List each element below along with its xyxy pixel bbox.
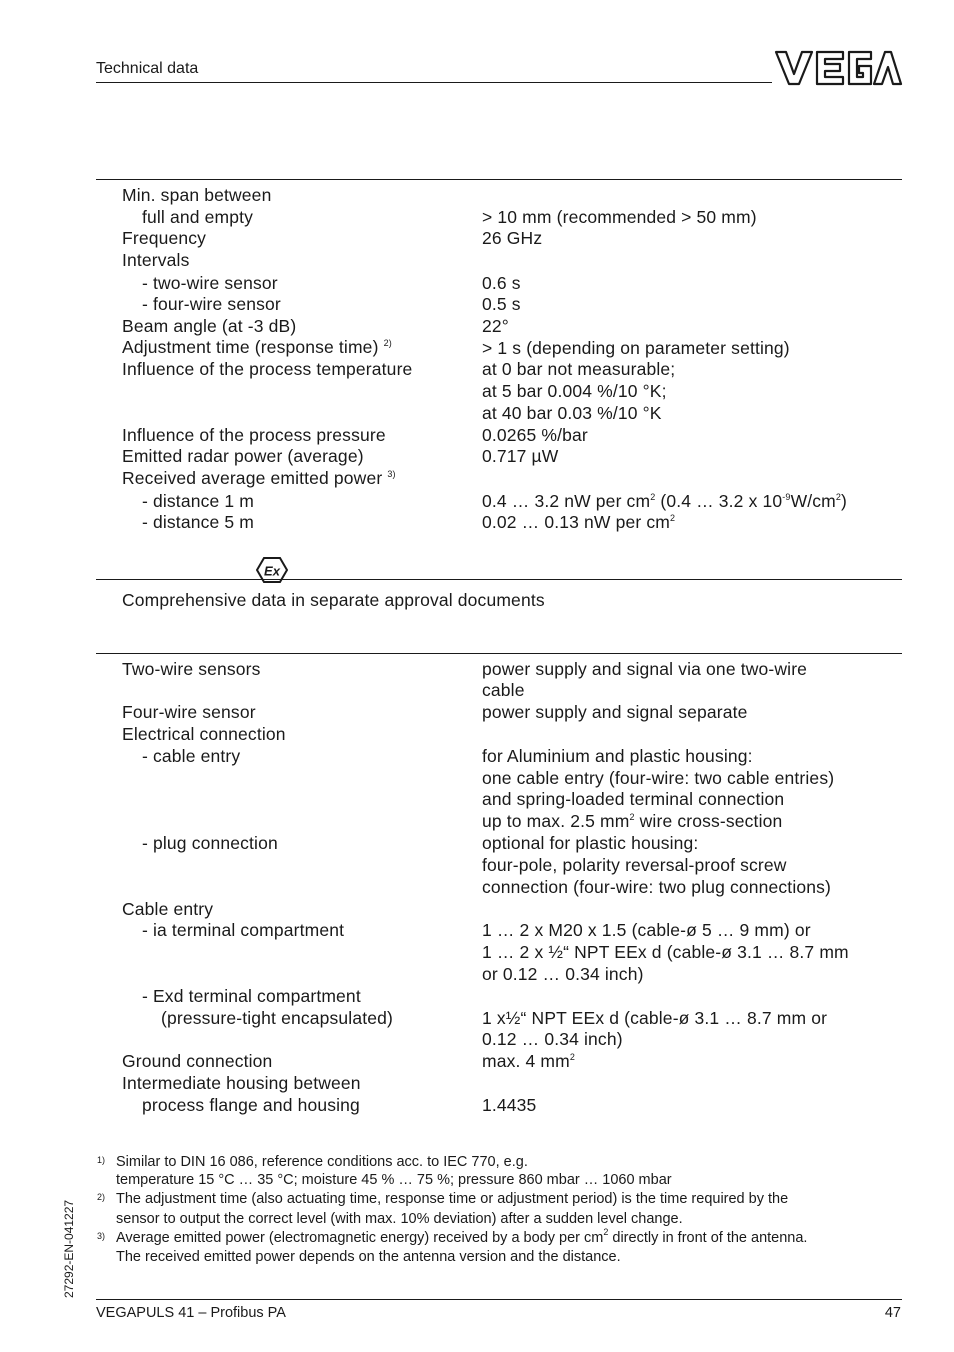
spec-value: max. 4 $mm^2$ — [482, 1051, 576, 1071]
spec-label: full and empty — [142, 207, 254, 227]
spec-value: four-pole, polarity reversal-proof screw — [482, 855, 787, 875]
spec-label: Influence of the process temperature — [122, 359, 413, 379]
section1-rule — [96, 179, 902, 180]
spec-label: Four-wire sensor — [122, 702, 256, 722]
vega-logo — [773, 50, 903, 86]
spec-label: process flange and housing — [142, 1095, 360, 1115]
spec-value: or 0.12 … 0.34 inch) — [482, 964, 644, 984]
spec-label: Intervals — [122, 250, 190, 270]
spec-label: Adjustment time (response time) $^{2)}$ — [122, 337, 392, 357]
spec-value: 26 GHz — [482, 228, 543, 248]
footnote-ref: 3) — [387, 469, 396, 479]
approval-note: Comprehensive data in separate approval documents — [122, 590, 545, 610]
section-title: Technical data — [96, 60, 199, 77]
spec-value: 0.5 s — [482, 294, 521, 314]
spec-value: power supply and signal separate — [482, 702, 748, 722]
spec-value: optional for plastic housing: — [482, 833, 699, 853]
spec-value: for Aluminium and plastic housing: — [482, 746, 753, 766]
footnote-mark: 2) — [97, 1192, 106, 1202]
footnote-mark: 3) — [97, 1231, 106, 1241]
spec-label: - distance 5 m — [142, 512, 255, 532]
spec-value: up to max. 2.5 $mm^2$ wire cross-section — [482, 811, 783, 831]
section3-rule — [96, 653, 902, 654]
spec-value: 22° — [482, 316, 509, 336]
spec-value: one cable entry (four-wire: two cable entries) — [482, 768, 835, 788]
spec-value: cable — [482, 680, 525, 700]
spec-label: Min. span between — [122, 185, 272, 205]
spec-value: at 5 bar 0.004 %/10 °K; — [482, 381, 667, 401]
spec-value: at 40 bar 0.03 %/10 °K — [482, 403, 662, 423]
spec-label: - Exd terminal compartment — [142, 986, 361, 1006]
spec-value: power supply and signal via one two-wire — [482, 659, 808, 679]
spec-label: Influence of the process pressure — [122, 425, 386, 445]
spec-label: Electrical connection — [122, 724, 286, 744]
spec-value: 1 x½“ NPT EEx d (cable-ø 3.1 … 8.7 mm or — [482, 1008, 828, 1028]
spec-value: > 1 s (depending on parameter setting) — [482, 338, 790, 358]
spec-value: at 0 bar not measurable; — [482, 359, 676, 379]
spec-value: 0.12 … 0.34 inch) — [482, 1029, 623, 1049]
footnote-text: sensor to output the correct level (with max. 10% deviation) after a sudden level change. — [116, 1211, 683, 1227]
section2-rule — [96, 579, 902, 580]
spec-label: Beam angle (at -3 dB) — [122, 316, 297, 336]
footnote-text: Average emitted power (electromagnetic energy) received by a body per $cm^2$ directly in front of the antenna. — [116, 1227, 808, 1246]
page-number: 47 — [884, 1305, 901, 1321]
spec-value: 1 … 2 x M20 x 1.5 (cable-ø 5 … 9 mm) or — [482, 920, 811, 940]
spec-label: Received average emitted power $^{3)}$ — [122, 468, 396, 488]
spec-label: Frequency — [122, 228, 207, 248]
spec-value: connection (four-wire: two plug connections) — [482, 877, 831, 897]
spec-value: 0.4 … 3.2 nW per $cm^2$ (0.4 … 3.2 x $10^{-9}W/cm^2$) — [482, 491, 848, 511]
footnote-text: temperature 15 °C … 35 °C; moisture 45 % … 75 %; pressure 860 mbar … 1060 mbar — [116, 1172, 672, 1188]
footnote-text: The adjustment time (also actuating time, response time or adjustment period) is the time required by the — [116, 1191, 789, 1207]
spec-value: 0.717 µW — [482, 446, 559, 466]
spec-label: Ground connection — [122, 1051, 273, 1071]
footnote-text: Similar to DIN 16 086, reference conditions acc. to IEC 770, e.g. — [116, 1154, 528, 1170]
spec-label: Intermediate housing between — [122, 1073, 361, 1093]
spec-label: - distance 1 m — [142, 491, 255, 511]
spec-value: 0.6 s — [482, 273, 521, 293]
spec-label: Two-wire sensors — [122, 659, 261, 679]
spec-label: - ia terminal compartment — [142, 920, 345, 940]
ex-symbol-text: Ex — [264, 563, 280, 579]
spec-value: 1 … 2 x ½“ NPT EEx d (cable-ø 3.1 … 8.7 mm — [482, 942, 849, 962]
footnote-mark: 1) — [97, 1155, 106, 1165]
spec-value: 0.02 … 0.13 nW per $cm^2$ — [482, 512, 676, 532]
spec-value: > 10 mm (recommended > 50 mm) — [482, 207, 757, 227]
footer-rule — [96, 1299, 902, 1300]
spec-label: - cable entry — [142, 746, 241, 766]
spec-label: - four-wire sensor — [142, 294, 281, 314]
footnote-ref: 2) — [383, 338, 392, 348]
spec-value: 0.0265 %/bar — [482, 425, 588, 445]
document-id: 27292-EN-041227 — [62, 1199, 76, 1298]
footnote-text: The received emitted power depends on the antenna version and the distance. — [116, 1249, 621, 1265]
header-rule — [96, 82, 772, 83]
spec-value: 1.4435 — [482, 1095, 537, 1115]
spec-label: - two-wire sensor — [142, 273, 278, 293]
spec-label: (pressure-tight encapsulated) — [161, 1008, 393, 1028]
footer-product: VEGAPULS 41 – Profibus PA — [96, 1305, 286, 1321]
spec-label: Cable entry — [122, 899, 214, 919]
spec-value: and spring-loaded terminal connection — [482, 789, 785, 809]
spec-label: - plug connection — [142, 833, 278, 853]
spec-label: Emitted radar power (average) — [122, 446, 364, 466]
